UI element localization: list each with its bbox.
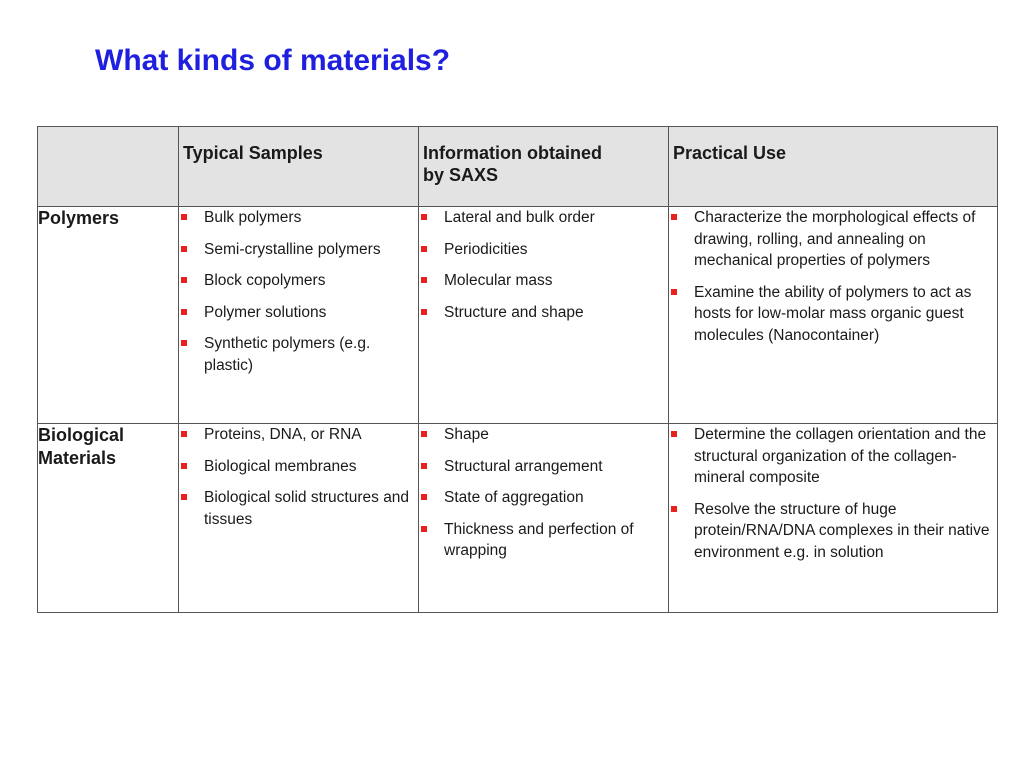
header-info-line-1: Information obtained	[423, 143, 602, 163]
header-empty-cell	[38, 127, 179, 207]
list-item	[179, 302, 418, 324]
list-item-text: Synthetic polymers (e.g. plastic)	[204, 335, 371, 374]
list-item	[179, 239, 418, 261]
list-item	[419, 239, 668, 261]
list-item-text: Bulk polymers	[204, 209, 302, 226]
list-item	[179, 333, 418, 376]
list-item	[669, 282, 997, 347]
list-item	[669, 424, 997, 489]
header-information-obtained	[419, 127, 669, 207]
list-item-text: Shape	[444, 426, 489, 443]
list-item-text: Structure and shape	[444, 303, 584, 321]
list-item	[419, 456, 668, 478]
list-item-text: Semi-crystalline polymers	[204, 240, 381, 258]
list-item-text: Biological solid structures and tissues	[204, 489, 410, 528]
list-item-text: Biological membranes	[204, 457, 357, 475]
list-item-text: Lateral and bulk order	[444, 209, 595, 226]
bullet-icon	[671, 289, 677, 295]
list-item	[419, 487, 668, 509]
list-item	[179, 424, 418, 446]
bullet-icon	[671, 506, 677, 512]
biological-info-cell	[419, 424, 669, 613]
bullet-icon	[671, 431, 677, 437]
list-item	[419, 302, 668, 324]
bullet-icon	[421, 431, 427, 437]
bullet-icon	[421, 526, 427, 532]
list-item	[419, 519, 668, 562]
list-item-text: Proteins, DNA, or RNA	[204, 426, 362, 443]
table-row-biological-materials	[38, 424, 998, 613]
bullet-icon	[181, 463, 187, 469]
list-item-text: Polymer solutions	[204, 303, 327, 321]
biological-uses-cell	[669, 424, 998, 613]
bullet-icon	[181, 494, 187, 500]
list-item	[669, 499, 997, 564]
biological-uses-list	[669, 424, 997, 563]
bullet-icon	[181, 309, 187, 315]
header-info-line-2: by SAXS	[423, 164, 499, 185]
bullet-icon	[671, 214, 677, 220]
list-item-text: Molecular mass	[444, 272, 553, 289]
list-item	[419, 207, 668, 229]
polymers-info-cell	[419, 207, 669, 424]
table-header-row	[38, 127, 998, 207]
list-item-text: State of aggregation	[444, 489, 584, 506]
bullet-icon	[421, 463, 427, 469]
row-label-polymers: Polymers	[38, 207, 179, 424]
list-item	[179, 487, 418, 530]
bullet-icon	[421, 309, 427, 315]
materials-table	[37, 126, 998, 613]
header-typical-samples: Typical Samples	[179, 127, 419, 207]
page-title: What kinds of materials?	[95, 44, 451, 77]
list-item-text: Determine the collagen orientation and the structural organization of the collagen-mineral composite	[694, 426, 987, 486]
list-item	[179, 270, 418, 292]
list-item	[669, 207, 997, 272]
bullet-icon	[181, 340, 187, 346]
bullet-icon	[181, 246, 187, 252]
polymers-info-list	[419, 207, 668, 323]
bullet-icon	[421, 277, 427, 283]
list-item-text: Thickness and perfection of wrapping	[444, 520, 634, 559]
header-practical-use: Practical Use	[669, 127, 998, 207]
list-item	[179, 456, 418, 478]
table-row-polymers	[38, 207, 998, 424]
polymers-uses-cell	[669, 207, 998, 424]
bullet-icon	[181, 277, 187, 283]
list-item-text: Block copolymers	[204, 272, 326, 289]
list-item	[419, 270, 668, 292]
polymers-samples-list	[179, 207, 418, 376]
list-item	[419, 424, 668, 446]
bullet-icon	[421, 214, 427, 220]
bullet-icon	[181, 214, 187, 220]
list-item-text: Structural arrangement	[444, 457, 603, 475]
list-item	[179, 207, 418, 229]
bullet-icon	[181, 431, 187, 437]
polymers-samples-cell	[179, 207, 419, 424]
list-item-text: Resolve the structure of huge protein/RNA/DNA complexes in their native environment e.g. in solution	[694, 500, 990, 561]
list-item-text: Periodicities	[444, 240, 528, 258]
bullet-icon	[421, 246, 427, 252]
biological-samples-list	[179, 424, 418, 530]
bullet-icon	[421, 494, 427, 500]
list-item-text: Examine the ability of polymers to act as hosts for low-molar mass organic guest molecules (Nanocontainer)	[694, 283, 972, 344]
biological-info-list	[419, 424, 668, 562]
row-label-biological-materials: Biological Materials	[38, 424, 179, 613]
polymers-uses-list	[669, 207, 997, 346]
biological-samples-cell	[179, 424, 419, 613]
list-item-text: Characterize the morphological effects of drawing, rolling, and annealing on mechanical properties of polymers	[694, 209, 976, 269]
